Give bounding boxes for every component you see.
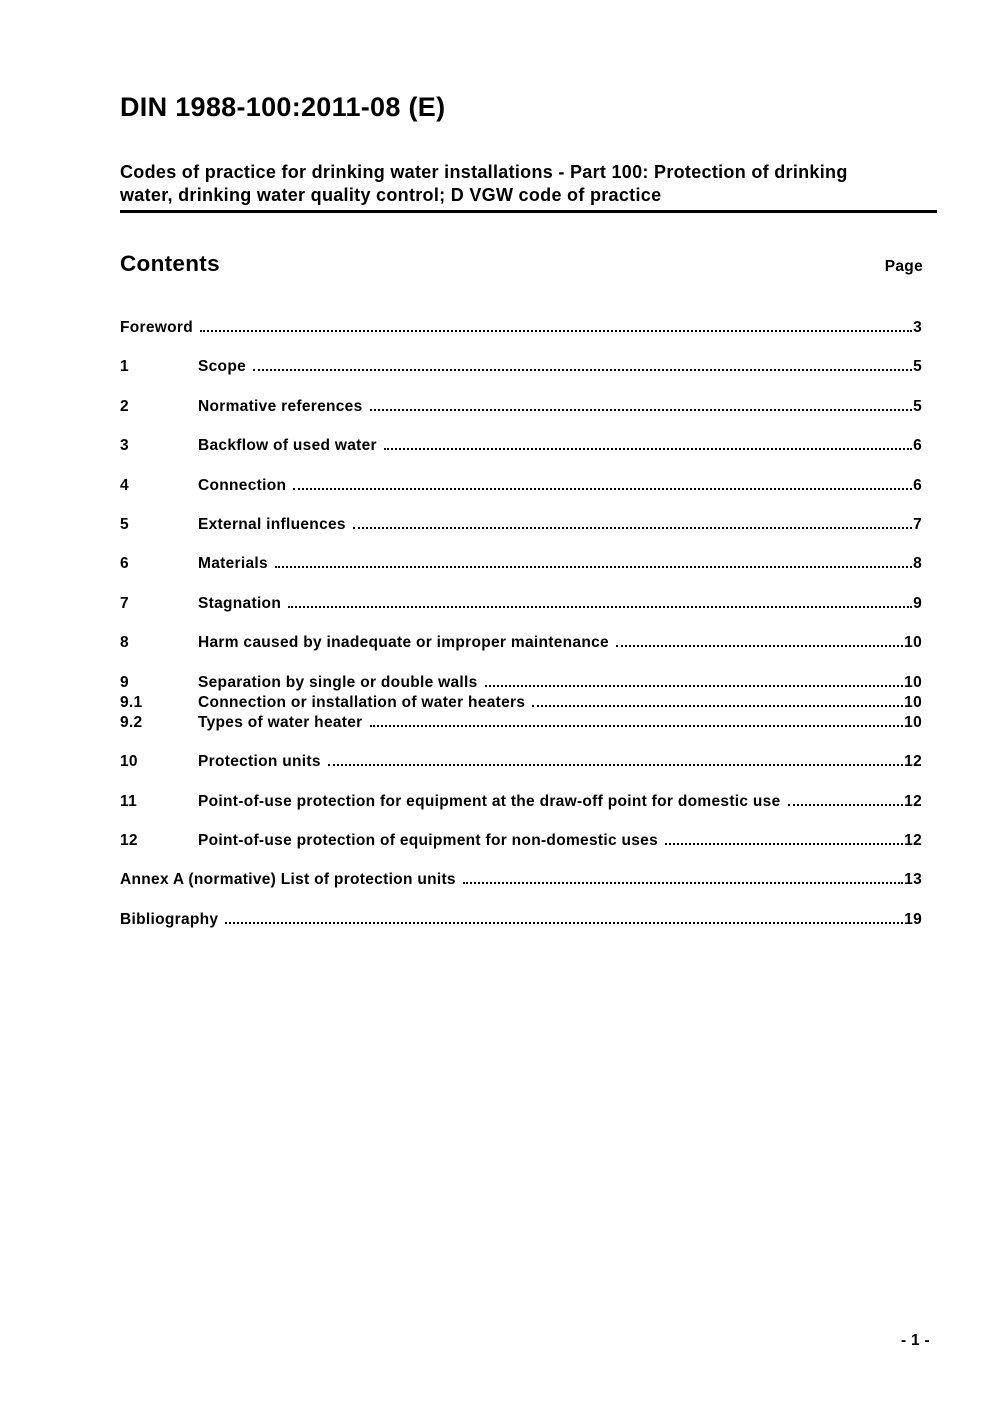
toc-page-number: 19 — [904, 910, 922, 928]
toc-page-number: 9 — [913, 594, 922, 612]
toc-page-number: 10 — [904, 713, 922, 731]
document-subtitle-line-2: water, drinking water quality control; D VGW code of practice — [120, 185, 662, 205]
toc-row — [120, 869, 922, 889]
toc-page-number: 6 — [913, 437, 922, 455]
toc-dot-leader — [200, 317, 912, 332]
toc-row — [120, 830, 922, 850]
toc-section-number: 2 — [120, 397, 129, 415]
toc-page-number: 5 — [913, 397, 922, 415]
toc-section-title: Scope — [198, 358, 247, 376]
toc-section-number: 5 — [120, 515, 129, 533]
toc-section-title: Stagnation — [198, 594, 282, 612]
document-title: DIN 1988-100:2011-08 (E) — [120, 92, 446, 122]
toc-page-number: 7 — [913, 515, 922, 533]
toc-section-number: 11 — [120, 792, 137, 810]
toc-row — [120, 672, 922, 692]
toc-section-title: Point-of-use protection for equipment at the draw-off point for domestic use — [198, 792, 781, 810]
toc-row — [120, 475, 922, 495]
toc-section-number: 4 — [120, 476, 129, 494]
toc-section-number: 7 — [120, 594, 129, 612]
toc-page-number: 12 — [904, 832, 922, 850]
toc-page-number: 13 — [904, 871, 922, 889]
toc-dot-leader — [288, 593, 912, 608]
toc-section-title: Connection — [198, 476, 287, 494]
toc-page-number: 12 — [904, 753, 922, 771]
toc-row — [120, 751, 922, 771]
toc-dot-leader — [225, 909, 903, 924]
toc-section-title: Connection or installation of water heaters — [198, 693, 526, 711]
toc-row — [120, 435, 922, 455]
toc-dot-leader — [463, 869, 903, 884]
toc-dot-leader — [788, 791, 904, 806]
toc-section-number: 8 — [120, 634, 129, 652]
toc-page-number: 5 — [913, 358, 922, 376]
toc-row — [120, 692, 922, 712]
toc-row — [120, 396, 922, 416]
toc-section-title: Harm caused by inadequate or improper maintenance — [198, 634, 609, 652]
toc-section-title: Separation by single or double walls — [198, 673, 478, 691]
toc-list — [120, 317, 937, 929]
toc-dot-leader — [253, 356, 912, 371]
toc-row — [120, 317, 922, 337]
toc-row — [120, 593, 922, 613]
toc-row — [120, 791, 922, 811]
toc-row — [120, 514, 922, 534]
toc-section-title: Point-of-use protection of equipment for non-domestic uses — [198, 832, 659, 850]
toc-dot-leader — [665, 830, 903, 845]
toc-row — [120, 553, 922, 573]
document-subtitle — [120, 161, 937, 213]
toc-section-number: 12 — [120, 832, 138, 850]
toc-section-title: External influences — [198, 515, 346, 533]
toc-dot-leader — [485, 672, 904, 687]
toc-section-title: Foreword — [120, 319, 194, 336]
toc-section-title: Normative references — [198, 397, 363, 415]
toc-page-number: 8 — [913, 555, 922, 573]
toc-dot-leader — [353, 514, 912, 529]
page-column-label: Page — [884, 258, 923, 275]
toc-dot-leader — [532, 692, 903, 707]
toc-page-number: 10 — [904, 634, 922, 652]
toc-dot-leader — [275, 553, 912, 568]
toc-page-number: 10 — [904, 673, 922, 691]
toc-page-number: 10 — [904, 693, 922, 711]
toc-section-number: 9 — [120, 673, 129, 691]
toc-section-number: 10 — [120, 753, 138, 771]
toc-dot-leader — [328, 751, 903, 766]
contents-header-row — [120, 250, 937, 278]
toc-page-number: 12 — [904, 792, 922, 810]
toc-section-number: 6 — [120, 555, 129, 573]
toc-row — [120, 909, 922, 929]
toc-section-title: Protection units — [198, 753, 321, 771]
toc-row — [120, 712, 922, 732]
toc-section-number: 3 — [120, 437, 129, 455]
toc-row — [120, 632, 922, 652]
toc-section-number: 9.2 — [120, 713, 143, 731]
toc-section-title: Bibliography — [120, 910, 219, 928]
toc-section-title: Annex A (normative) List of protection units — [120, 871, 456, 889]
footer-page-number: - 1 - — [900, 1332, 930, 1349]
toc-dot-leader — [293, 475, 912, 490]
contents-heading: Contents — [120, 251, 220, 276]
toc-dot-leader — [370, 396, 913, 411]
toc-section-number: 9.1 — [120, 693, 143, 711]
toc-row — [120, 356, 922, 376]
toc-section-title: Backflow of used water — [198, 437, 377, 455]
document-subtitle-line-1: Codes of practice for drinking water installations - Part 100: Protection of drinking — [120, 162, 848, 182]
toc-dot-leader — [616, 632, 903, 647]
toc-dot-leader — [384, 435, 912, 450]
toc-section-title: Types of water heater — [198, 713, 363, 731]
toc-section-number: 1 — [120, 358, 129, 376]
toc-page-number: 6 — [913, 476, 922, 494]
toc-section-title: Materials — [198, 555, 268, 573]
toc-page-number: 3 — [913, 319, 922, 336]
toc-dot-leader — [370, 712, 904, 727]
